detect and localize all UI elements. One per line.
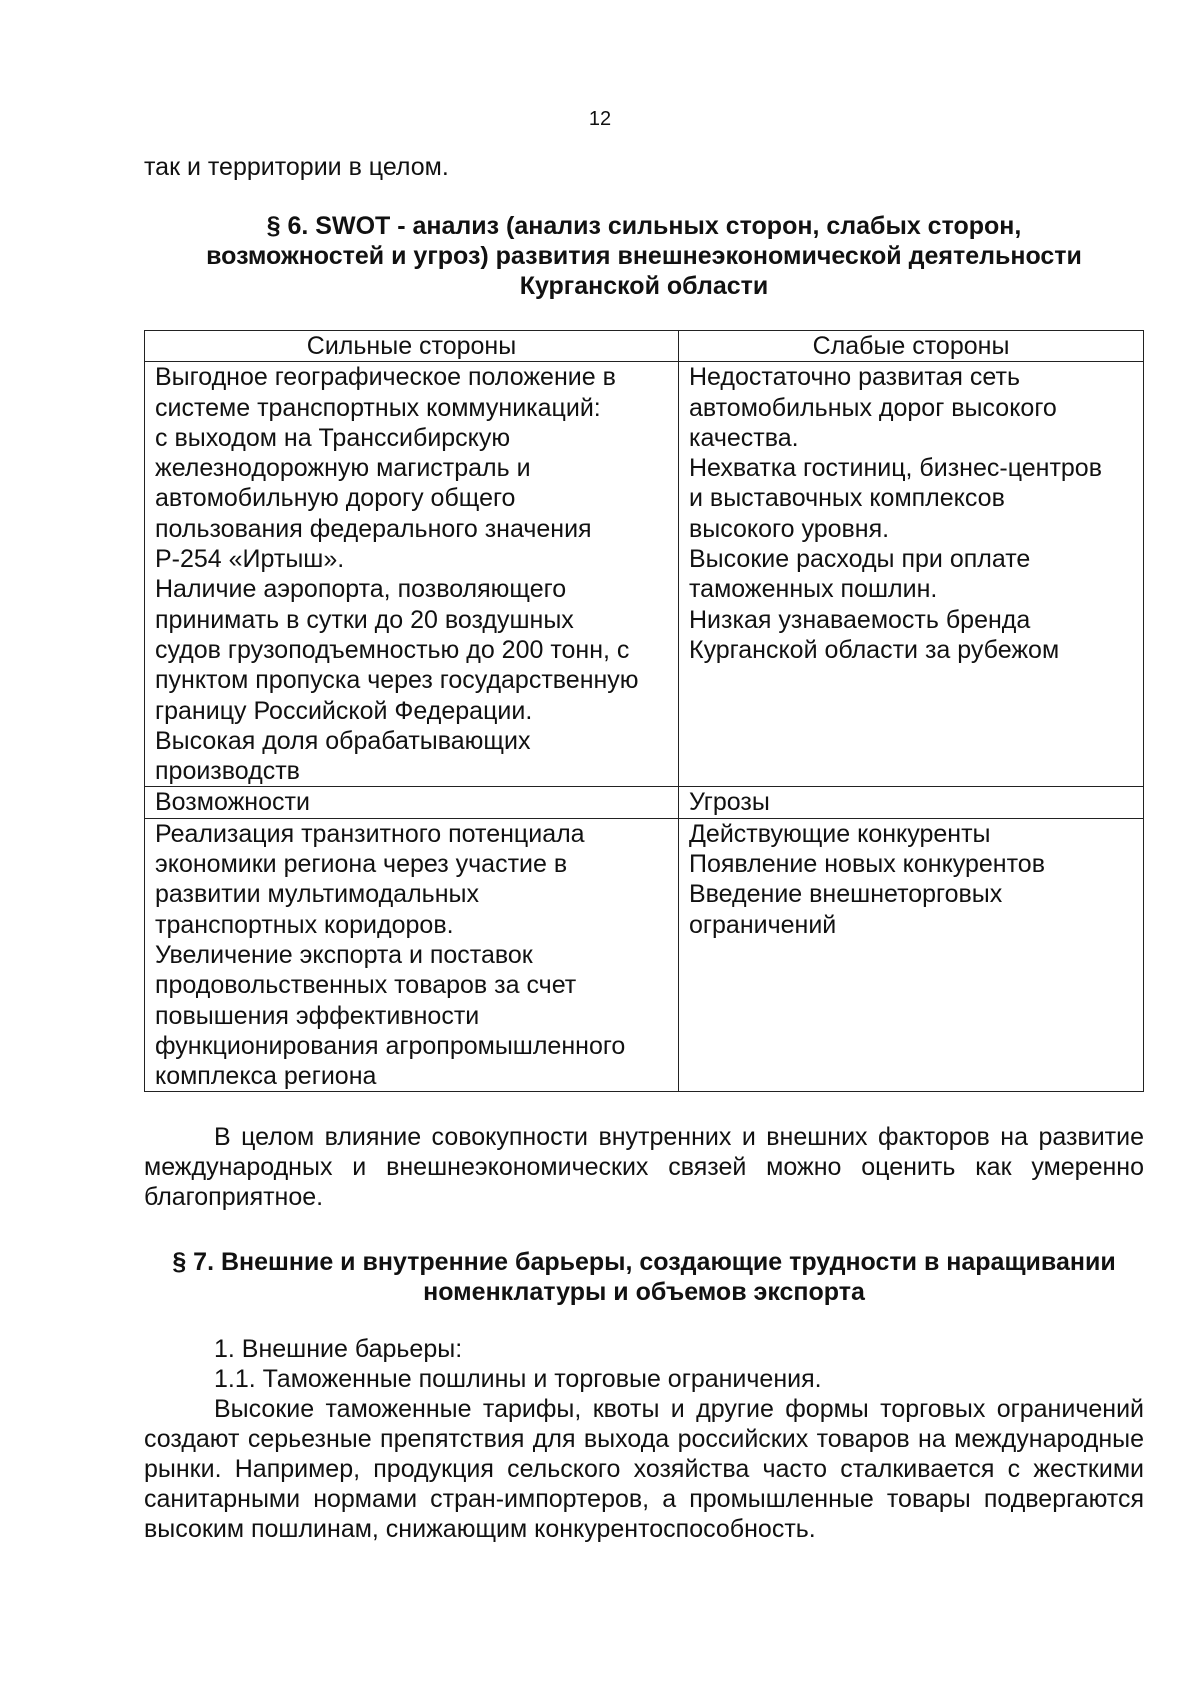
strength-line: производств bbox=[155, 757, 300, 786]
strengths-header: Сильные стороны bbox=[145, 331, 679, 362]
opportunity-line: развитии мультимодальных bbox=[155, 880, 479, 909]
section-6-title-line: § 6. SWOT - анализ (анализ сильных сторон, слабых сторон, bbox=[266, 212, 1022, 240]
lead-line: так и территории в целом. bbox=[144, 153, 449, 181]
opportunity-line: комплекса региона bbox=[155, 1062, 377, 1091]
summary-text: В целом влияние совокупности внутренних и внешних факторов на развитие международных и внешнеэкономических связей можно оценить как умеренно благоприятное. bbox=[144, 1123, 1144, 1211]
section-7-title bbox=[144, 1247, 1144, 1307]
weakness-line: Недостаточно развитая сеть bbox=[689, 363, 1020, 392]
strengths-cell bbox=[145, 362, 679, 787]
threat-line: Действующие конкуренты bbox=[689, 819, 991, 848]
opportunity-line: функционирования агропромышленного bbox=[155, 1031, 626, 1060]
section-6-title bbox=[144, 211, 1144, 301]
threats-header: Угрозы bbox=[679, 787, 1144, 818]
threat-line: Введение внешнеторговых bbox=[689, 880, 1003, 909]
swot-header-row bbox=[145, 331, 1144, 362]
swot-table bbox=[144, 330, 1144, 1092]
section-7-title-line: номенклатуры и объемов экспорта bbox=[423, 1278, 865, 1306]
opportunity-line: транспортных коридоров. bbox=[155, 910, 454, 939]
threats-cell bbox=[679, 818, 1144, 1092]
weakness-line: Высокие расходы при оплате bbox=[689, 545, 1031, 574]
strength-line: пунктом пропуска через государственную bbox=[155, 666, 639, 695]
weakness-line: автомобильных дорог высокого bbox=[689, 393, 1057, 422]
strength-line: границу Российской Федерации. bbox=[155, 696, 533, 725]
weakness-line: и выставочных комплексов bbox=[689, 484, 1005, 513]
strength-line: принимать в сутки до 20 воздушных bbox=[155, 605, 574, 634]
weakness-line: Нехватка гостиниц, бизнес-центров bbox=[689, 454, 1102, 483]
weakness-line: высокого уровня. bbox=[689, 514, 890, 543]
weaknesses-cell bbox=[679, 362, 1144, 787]
strength-line: с выходом на Транссибирскую bbox=[155, 423, 511, 452]
opportunity-line: продовольственных товаров за счет bbox=[155, 971, 577, 1000]
strength-line: Наличие аэропорта, позволяющего bbox=[155, 575, 567, 604]
tariffs-paragraph: Высокие таможенные тарифы, квоты и другие формы торговых ограничений создают серьезные препятствия для выхода российских товаров на международные рынки. Например, продукция сельского хозяйства часто сталкивается с жесткими санитарными нормами стран-импортеров, а промышленные товары подвергаются высоким пошлинам, снижающим конкурентоспособность. bbox=[144, 1395, 1144, 1543]
strength-line: судов грузоподъемностью до 200 тонн, с bbox=[155, 635, 630, 664]
threat-line: Появление новых конкурентов bbox=[689, 850, 1045, 879]
strength-line: Р-254 «Иртыш». bbox=[155, 545, 345, 574]
weakness-line: Курганской области за рубежом bbox=[689, 635, 1060, 664]
external-barriers-item: 1. Внешние барьеры: bbox=[214, 1335, 463, 1363]
weaknesses-header: Слабые стороны bbox=[679, 331, 1144, 362]
opportunities-cell bbox=[145, 818, 679, 1092]
section-7-title-line: § 7. Внешние и внутренние барьеры, создающие трудности в наращивании bbox=[172, 1248, 1116, 1276]
swot-header-row bbox=[145, 787, 1144, 818]
swot-body-row bbox=[145, 818, 1144, 1092]
opportunities-header: Возможности bbox=[145, 787, 679, 818]
weakness-line: Низкая узнаваемость бренда bbox=[689, 605, 1031, 634]
barriers-block bbox=[144, 1334, 1144, 1544]
strength-line: автомобильную дорогу общего bbox=[155, 484, 516, 513]
strength-line: Высокая доля обрабатывающих bbox=[155, 726, 531, 755]
strength-line: Выгодное географическое положение в bbox=[155, 363, 616, 392]
opportunity-line: повышения эффективности bbox=[155, 1001, 480, 1030]
strength-line: системе транспортных коммуникаций: bbox=[155, 393, 601, 422]
opportunity-line: экономики региона через участие в bbox=[155, 850, 568, 879]
threat-line: ограничений bbox=[689, 910, 837, 939]
section-6-title-line: Курганской области bbox=[519, 272, 769, 300]
strength-line: пользования федерального значения bbox=[155, 514, 592, 543]
opportunity-line: Реализация транзитного потенциала bbox=[155, 819, 585, 848]
section-6-title-line: возможностей и угроз) развития внешнеэкономической деятельности bbox=[206, 242, 1082, 270]
weakness-line: качества. bbox=[689, 423, 799, 452]
swot-body-row bbox=[145, 362, 1144, 787]
tariffs-subitem: 1.1. Таможенные пошлины и торговые ограничения. bbox=[214, 1365, 822, 1393]
page-number: 12 bbox=[588, 108, 612, 130]
opportunity-line: Увеличение экспорта и поставок bbox=[155, 940, 533, 969]
weakness-line: таможенных пошлин. bbox=[689, 575, 938, 604]
summary-paragraph bbox=[144, 1122, 1144, 1212]
strength-line: железнодорожную магистраль и bbox=[155, 454, 531, 483]
